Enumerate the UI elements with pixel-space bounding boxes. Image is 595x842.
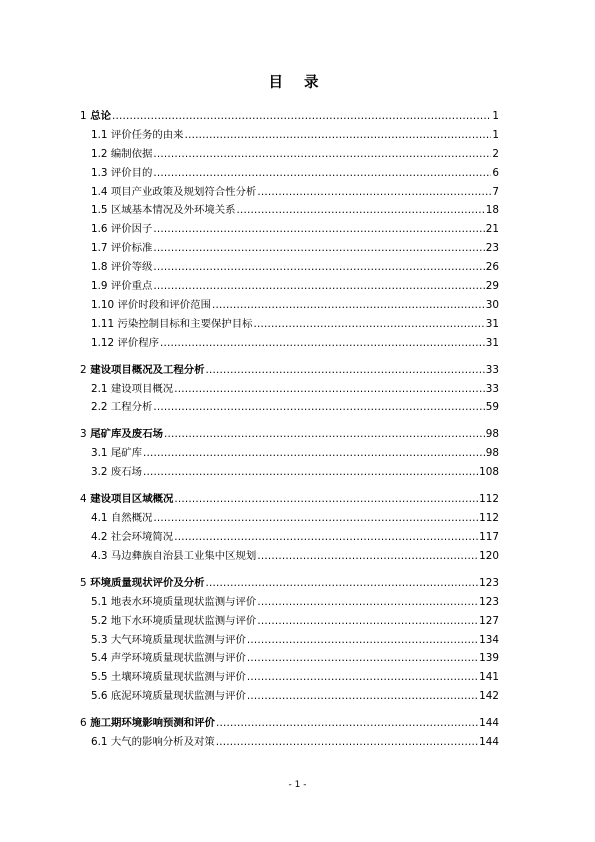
toc-entry-label: 声学环境质量现状监测与评价 [110,652,246,665]
toc-entry-number: 5.5 [91,671,108,684]
toc-entry-title [91,380,173,399]
toc-entry-number: 5.4 [91,652,108,665]
toc-entry-number: 1.1 [91,128,108,141]
toc-page-number: 117 [479,530,499,543]
toc-section-entry[interactable] [80,509,499,528]
toc-entry-number: 6.1 [91,736,108,749]
toc-dot-leader [174,490,478,509]
toc-entry-title [91,733,215,752]
toc-entry-title [80,361,205,380]
toc-entry-label: 施工期环境影响预测和评价 [90,717,215,730]
toc-entry-title [91,220,152,239]
toc-dot-leader [247,649,478,668]
toc-page-number: 33 [485,363,499,376]
toc-entry-number: 1.4 [91,185,108,198]
toc-dot-leader [153,398,484,417]
toc-page-number: 1 [492,128,499,141]
toc-entry-label: 总论 [90,110,112,122]
toc-section-entry[interactable] [80,239,499,258]
toc-section-entry[interactable] [80,528,499,547]
toc-entry-label: 底泥环境质量现状监测与评价 [110,690,246,703]
toc-entry-label: 评价任务的由来 [110,128,184,141]
toc-section-entry[interactable] [80,277,499,296]
toc-page-number: 1 [492,110,499,122]
toc-entry-number: 2 [80,363,87,376]
toc-entry-title [91,164,152,183]
toc-page-number: 98 [485,447,499,460]
toc-entry-label: 评价重点 [110,280,153,293]
toc-section-entry[interactable] [80,126,499,145]
toc-entry-label: 土壤环境质量现状监测与评价 [110,671,246,684]
toc-page-number: 2 [492,147,499,160]
toc-dot-leader [112,107,491,126]
toc-page-number: 144 [479,736,499,749]
toc-page-number: 123 [479,595,499,608]
toc-entry-label: 工程分析 [110,401,153,414]
toc-page-number: 142 [479,690,499,703]
table-of-contents [80,107,499,752]
toc-dot-leader [257,612,478,631]
toc-dot-leader [247,687,478,706]
toc-entry-title [91,687,246,706]
toc-chapter-entry[interactable] [80,361,499,380]
toc-dot-leader [174,380,485,399]
toc-section-entry[interactable] [80,444,499,463]
toc-entry-title [80,714,215,733]
toc-entry-label: 评价等级 [110,261,153,274]
toc-dot-leader [254,315,485,334]
toc-entry-label: 尾矿库 [110,447,143,460]
toc-entry-label: 编制依据 [110,147,153,160]
toc-page-number: 112 [479,493,499,506]
toc-entry-title [91,528,173,547]
toc-entry-number: 4 [80,493,87,506]
toc-section-entry[interactable] [80,631,499,650]
toc-page-number: 59 [485,401,499,414]
toc-section-entry[interactable] [80,164,499,183]
toc-section-entry[interactable] [80,612,499,631]
toc-chapter-entry[interactable] [80,425,499,444]
page-title: 目 录 [268,75,327,91]
toc-section-entry[interactable] [80,668,499,687]
toc-entry-title [91,593,256,612]
toc-dot-leader [153,258,484,277]
toc-section-entry[interactable] [80,593,499,612]
toc-entry-number: 1.7 [91,242,108,255]
toc-page-number: 141 [479,671,499,684]
toc-entry-label: 环境质量现状评价及分析 [90,576,205,589]
toc-section-entry[interactable] [80,687,499,706]
toc-section-entry[interactable] [80,145,499,164]
toc-entry-title [91,334,159,353]
toc-page-number: 31 [485,317,499,330]
toc-page-number: 98 [485,428,499,441]
toc-dot-leader [216,733,478,752]
toc-entry-label: 尾矿库及废石场 [90,428,163,441]
toc-dot-leader [206,361,485,380]
toc-chapter-entry[interactable] [80,107,499,126]
toc-entry-number: 1.5 [91,204,108,217]
toc-page-number: 7 [492,185,499,198]
toc-section-entry[interactable] [80,380,499,399]
toc-entry-number: 5.2 [91,614,108,627]
toc-entry-number: 2.1 [91,382,108,395]
toc-entry-label: 项目产业政策及规划符合性分析 [110,185,257,198]
toc-entry-label: 评价程序 [117,336,160,349]
toc-dot-leader [174,528,478,547]
toc-section-entry[interactable] [80,258,499,277]
toc-section-entry[interactable] [80,733,499,752]
toc-entry-label: 建设项目区域概况 [90,493,174,506]
toc-page-number: 123 [479,576,499,589]
toc-dot-leader [237,201,485,220]
toc-entry-label: 评价标准 [110,242,153,255]
toc-entry-title [80,574,205,593]
toc-dot-leader [143,444,485,463]
toc-entry-title [91,509,152,528]
toc-dot-leader [257,183,491,202]
toc-section-entry[interactable] [80,315,499,334]
toc-dot-leader [185,126,492,145]
toc-entry-label: 地表水环境质量现状监测与评价 [110,595,257,608]
toc-dot-leader [153,277,484,296]
toc-entry-number: 4.1 [91,512,108,525]
toc-section-entry[interactable] [80,547,499,566]
toc-entry-label: 废石场 [110,466,143,479]
toc-page-number: 127 [479,614,499,627]
toc-chapter-entry[interactable] [80,490,499,509]
toc-entry-label: 地下水环境质量现状监测与评价 [110,614,257,627]
toc-entry-title [91,239,152,258]
toc-dot-leader [153,239,484,258]
toc-section-entry[interactable] [80,334,499,353]
toc-page-number: 29 [485,280,499,293]
toc-entry-label: 评价目的 [110,166,153,179]
toc-entry-title [91,258,152,277]
toc-dot-leader [153,145,491,164]
page-number: - 1 - [288,780,307,790]
toc-page-number: 31 [485,336,499,349]
toc-page-number: 112 [479,512,499,525]
toc-entry-title [91,183,256,202]
toc-entry-number: 5.3 [91,633,108,646]
toc-dot-leader [247,631,478,650]
toc-dot-leader [257,593,478,612]
toc-page-number: 18 [485,204,499,217]
toc-dot-leader [153,220,484,239]
toc-entry-number: 1.2 [91,147,108,160]
toc-page-number: 21 [485,223,499,236]
toc-entry-title [91,612,256,631]
toc-page-number: 23 [485,242,499,255]
toc-page-number: 26 [485,261,499,274]
toc-entry-title [91,547,256,566]
toc-entry-label: 大气环境质量现状监测与评价 [110,633,246,646]
toc-entry-title [80,425,163,444]
toc-entry-title [91,315,253,334]
toc-entry-number: 1.9 [91,280,108,293]
toc-entry-label: 评价因子 [110,223,153,236]
toc-section-entry[interactable] [80,649,499,668]
toc-entry-title [91,463,142,482]
toc-page-number: 33 [485,382,499,395]
toc-section-entry[interactable] [80,220,499,239]
toc-entry-title [91,145,152,164]
toc-entry-label: 污染控制目标和主要保护目标 [117,317,253,330]
toc-dot-leader [160,334,485,353]
toc-entry-number: 1.11 [91,317,115,330]
toc-section-entry[interactable] [80,463,499,482]
toc-entry-title [91,631,246,650]
toc-section-entry[interactable] [80,398,499,417]
toc-entry-label: 社会环境简况 [110,530,174,543]
toc-entry-number: 5.1 [91,595,108,608]
toc-entry-title [80,107,111,126]
toc-entry-number: 1.3 [91,166,108,179]
toc-section-entry[interactable] [80,201,499,220]
toc-section-entry[interactable] [80,296,499,315]
toc-entry-number: 2.2 [91,401,108,414]
toc-dot-leader [247,668,478,687]
toc-entry-title [91,201,236,220]
toc-chapter-entry[interactable] [80,714,499,733]
toc-page-number: 139 [479,652,499,665]
toc-dot-leader [206,574,479,593]
toc-chapter-entry[interactable] [80,574,499,593]
toc-dot-leader [216,714,478,733]
toc-entry-number: 4.2 [91,530,108,543]
toc-entry-number: 6 [80,717,87,730]
toc-entry-title [91,277,152,296]
toc-dot-leader [164,425,485,444]
toc-entry-title [91,668,246,687]
toc-dot-leader [153,509,478,528]
toc-entry-title [91,126,184,145]
toc-entry-number: 1.12 [91,336,115,349]
toc-entry-number: 5 [80,576,87,589]
toc-entry-title [91,296,211,315]
toc-entry-title [91,649,246,668]
toc-page-number: 120 [479,549,499,562]
toc-page-number: 134 [479,633,499,646]
toc-page-number: 108 [479,466,499,479]
toc-entry-number: 1.10 [91,298,115,311]
toc-dot-leader [212,296,485,315]
toc-entry-number: 5.6 [91,690,108,703]
toc-entry-label: 评价时段和评价范围 [117,298,211,311]
toc-entry-label: 建设项目概况 [110,382,174,395]
toc-entry-number: 3.1 [91,447,108,460]
toc-entry-label: 马边彝族自治县工业集中区规划 [110,549,257,562]
toc-dot-leader [143,463,478,482]
toc-section-entry[interactable] [80,183,499,202]
toc-dot-leader [257,547,478,566]
toc-page-number: 30 [485,298,499,311]
toc-entry-number: 1 [80,110,87,122]
toc-entry-number: 3.2 [91,466,108,479]
toc-entry-label: 区域基本情况及外环境关系 [110,204,236,217]
toc-dot-leader [153,164,491,183]
toc-entry-title [80,490,173,509]
toc-page-number: 6 [492,166,499,179]
toc-page-number: 144 [479,717,499,730]
toc-entry-number: 1.8 [91,261,108,274]
toc-entry-number: 3 [80,428,87,441]
toc-entry-label: 自然概况 [110,512,153,525]
toc-entry-number: 1.6 [91,223,108,236]
toc-entry-label: 建设项目概况及工程分析 [90,363,205,376]
toc-entry-title [91,444,142,463]
toc-entry-title [91,398,152,417]
toc-entry-label: 大气的影响分析及对策 [110,736,215,749]
toc-entry-number: 4.3 [91,549,108,562]
